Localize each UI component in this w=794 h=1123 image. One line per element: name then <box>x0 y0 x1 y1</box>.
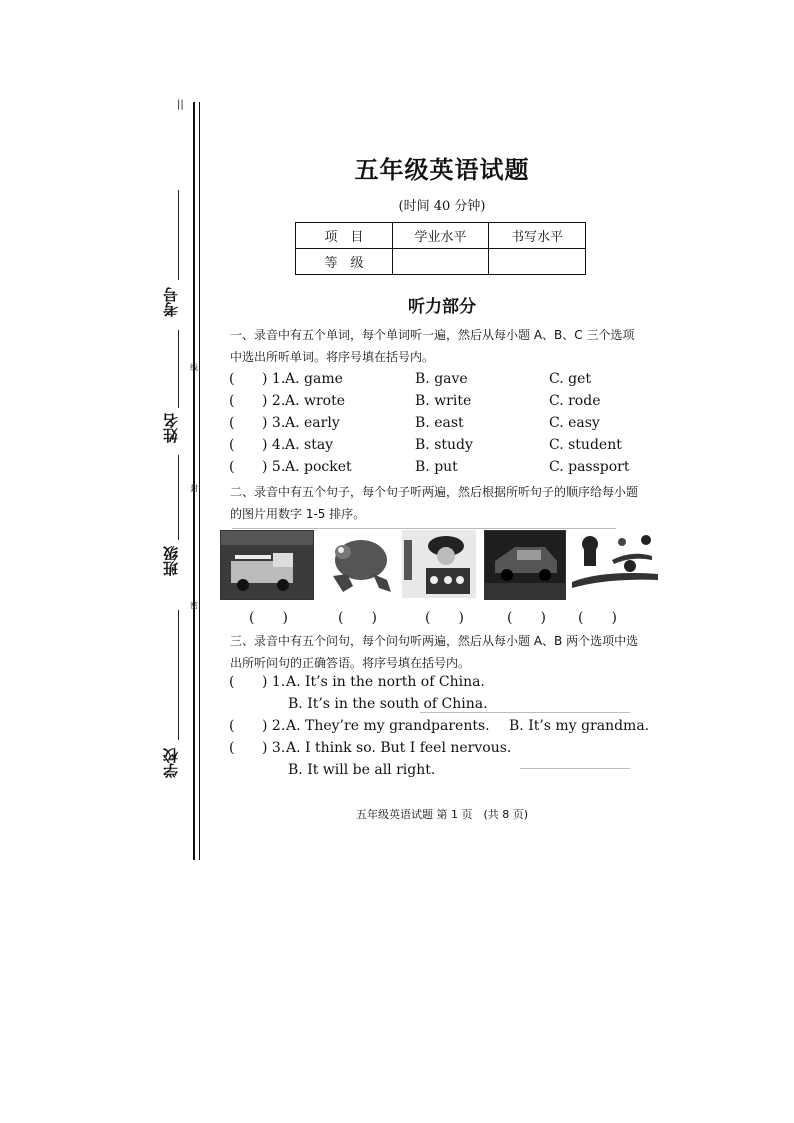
field-label-name: 姓名 <box>162 413 180 443</box>
part1-question: ( ) 2. A. wrote B. write C. rode <box>229 393 601 409</box>
grade-cell-writing[interactable] <box>489 249 586 275</box>
grade-table-row-label: 等 级 <box>296 249 393 275</box>
option-b: B. It’s my grandma. <box>509 718 650 734</box>
option-a: A. I think so. But I feel nervous. <box>286 740 512 756</box>
page-footer: 五年级英语试题 第 1 页 (共 8 页) <box>355 808 529 821</box>
part1-question: ( ) 4. A. stay B. study C. student <box>229 437 622 453</box>
picture-answer-blank[interactable]: ( ) <box>507 610 546 626</box>
option-b: B. It will be all right. <box>288 762 436 778</box>
grade-table-header-writing: 书写水平 <box>489 223 586 249</box>
part1-instruction: 一、录音中有五个单词，每个单词听一遍，然后从每小题 A、B、C 三个选项中选出所听单词。将序号填在括号内。 <box>230 328 635 364</box>
car-at-night-picture <box>484 530 566 600</box>
part2-instruction: 二、录音中有五个句子，每个句子听两遍，然后根据所听句子的顺序给每小题的图片用数字 1-5 排序。 <box>230 485 639 521</box>
monkeys-in-tree-picture <box>572 530 658 598</box>
answer-blank[interactable]: ( <box>229 437 235 453</box>
part1-question: ( ) 1. A. game B. gave C. get <box>229 371 591 387</box>
reading-girl-picture <box>402 530 476 598</box>
answer-blank[interactable]: ( <box>229 371 235 387</box>
grade-table-header-item: 项 目 <box>296 223 393 249</box>
field-line-school[interactable] <box>178 610 179 740</box>
page-title: 五年级英语试题 <box>354 156 530 184</box>
corner-mark: || <box>177 99 184 110</box>
divider <box>520 768 630 769</box>
answer-blank[interactable]: ( <box>229 393 235 409</box>
field-line-name[interactable] <box>178 330 179 408</box>
seal-seal-mark: 封 <box>190 484 198 493</box>
field-line-class[interactable] <box>178 455 179 540</box>
binding-line <box>193 102 200 860</box>
picture-answer-blank[interactable]: ( ) <box>425 610 464 626</box>
picture-answer-blank[interactable]: ( ) <box>338 610 377 626</box>
grade-table-header-academic: 学业水平 <box>393 223 489 249</box>
grade-cell-academic[interactable] <box>393 249 489 275</box>
answer-blank[interactable]: ( <box>229 459 235 475</box>
frog-picture <box>323 530 393 598</box>
picture-answer-blank[interactable]: ( ) <box>249 610 288 626</box>
divider <box>232 528 616 529</box>
picture-answer-blank[interactable]: ( ) <box>578 610 617 626</box>
answer-blank[interactable]: ( <box>229 415 235 431</box>
part3-instruction: 三、录音中有五个问句，每个问句听两遍，然后从每小题 A、B 两个选项中选出所听问句的正确答语。将序号填在括号内。 <box>230 634 639 670</box>
section-title: 听力部分 <box>408 297 476 317</box>
fire-truck-picture <box>220 530 314 600</box>
seal-secret-mark: 密 <box>190 601 198 610</box>
part1-question: ( ) 3. A. early B. east C. easy <box>229 415 600 431</box>
answer-blank[interactable]: ( <box>229 718 235 734</box>
option-a: A. They’re my grandparents. <box>286 718 490 734</box>
part1-question: ( ) 5. A. pocket B. put C. passport <box>229 459 630 475</box>
option-b: B. It’s in the south of China. <box>288 696 488 712</box>
option-a: A. It’s in the north of China. <box>286 674 485 690</box>
field-label-exam-number: 考号 <box>162 287 180 317</box>
field-label-school: 学校 <box>162 748 180 778</box>
field-label-class: 班级 <box>162 546 180 576</box>
seal-line-mark: 线 <box>190 363 198 372</box>
grade-table <box>295 222 586 275</box>
answer-blank[interactable]: ( <box>229 740 235 756</box>
divider <box>420 712 630 713</box>
time-limit: (时间 40 分钟) <box>398 199 486 214</box>
answer-blank[interactable]: ( <box>229 674 235 690</box>
